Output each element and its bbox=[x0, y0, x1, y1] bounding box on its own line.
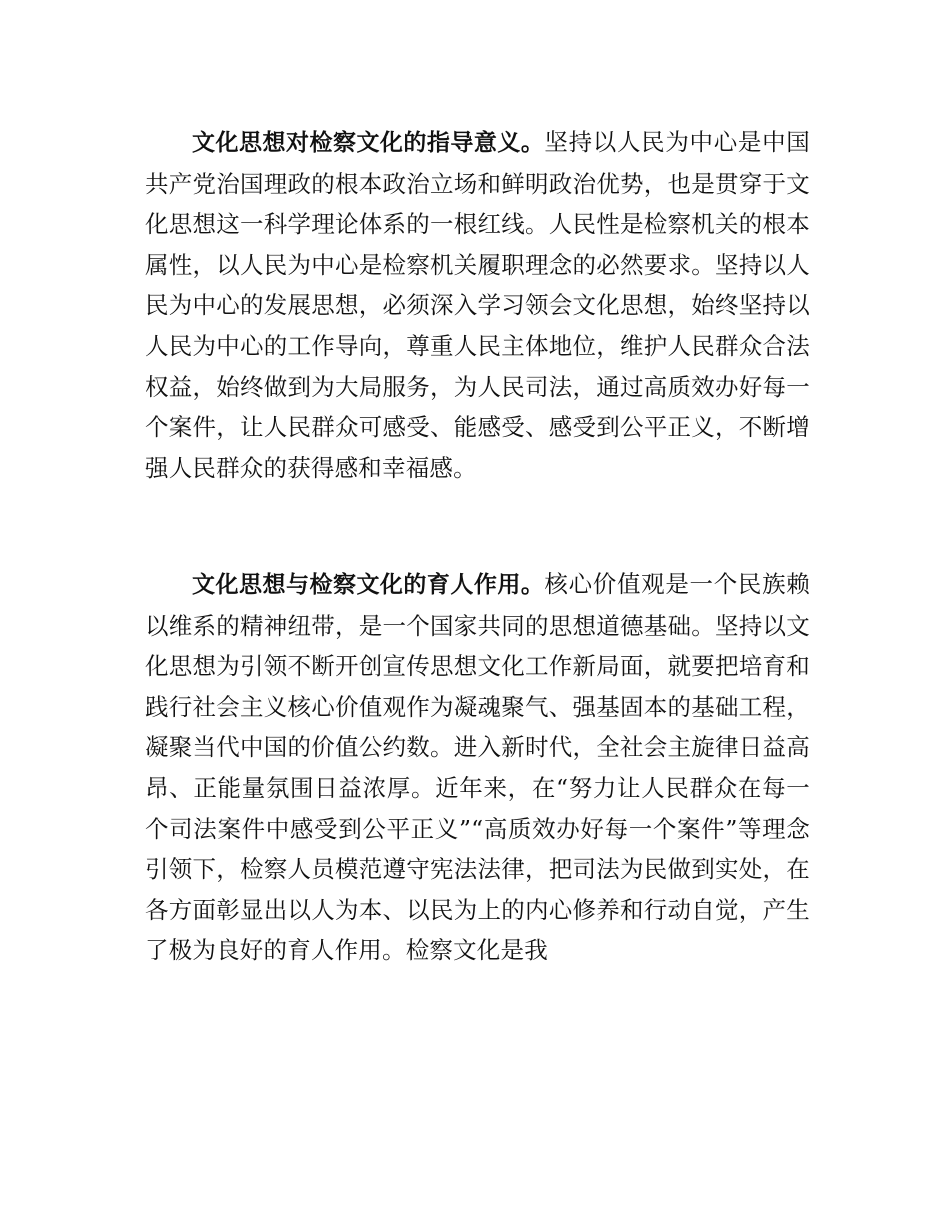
paragraph-educational-role bbox=[145, 564, 810, 971]
paragraph-heading: 文化思想与检察文化的育人作用。 bbox=[192, 572, 545, 598]
paragraph-body: 坚持以人民为中心是中国共产党治国理政的根本政治立场和鲜明政治优势，也是贯穿于文化思想这一科学理论体系的一根红线。人民性是检察机关的根本属性，以人民为中心是检察机关履职理念的必然要求。坚持以人民为中心的发展思想，必须深入学习领会文化思想，始终坚持以人民为中心的工作导向，尊重人民主体地位，维护人民群众合法权益，始终做到为大局服务，为人民司法，通过高质效办好每一个案件，让人民群众可感受、能感受、感受到公平正义，不断增强人民群众的获得感和幸福感。 bbox=[145, 128, 811, 482]
paragraph-guiding-significance bbox=[145, 122, 810, 488]
paragraph-body: 核心价值观是一个民族赖以维系的精神纽带，是一个国家共同的思想道德基础。坚持以文化思想为引领不断开创宣传思想文化工作新局面，就要把培育和践行社会主义核心价值观作为凝魂聚气、强基固本的基础工程，凝聚当代中国的价值公约数。进入新时代，全社会主旋律日益高昂、正能量氛围日益浓厚。近年来，在“努力让人民群众在每一个司法案件中感受到公平正义”“高质效办好每一个案件”等理念引领下，检察人员模范遵守宪法法律，把司法为民做到实处，在各方面彰显出以人为本、以民为上的内心修养和行动自觉，产生了极为良好的育人作用。检察文化是我 bbox=[145, 570, 811, 965]
paragraph-heading: 文化思想对检察文化的指导意义。 bbox=[192, 130, 545, 156]
